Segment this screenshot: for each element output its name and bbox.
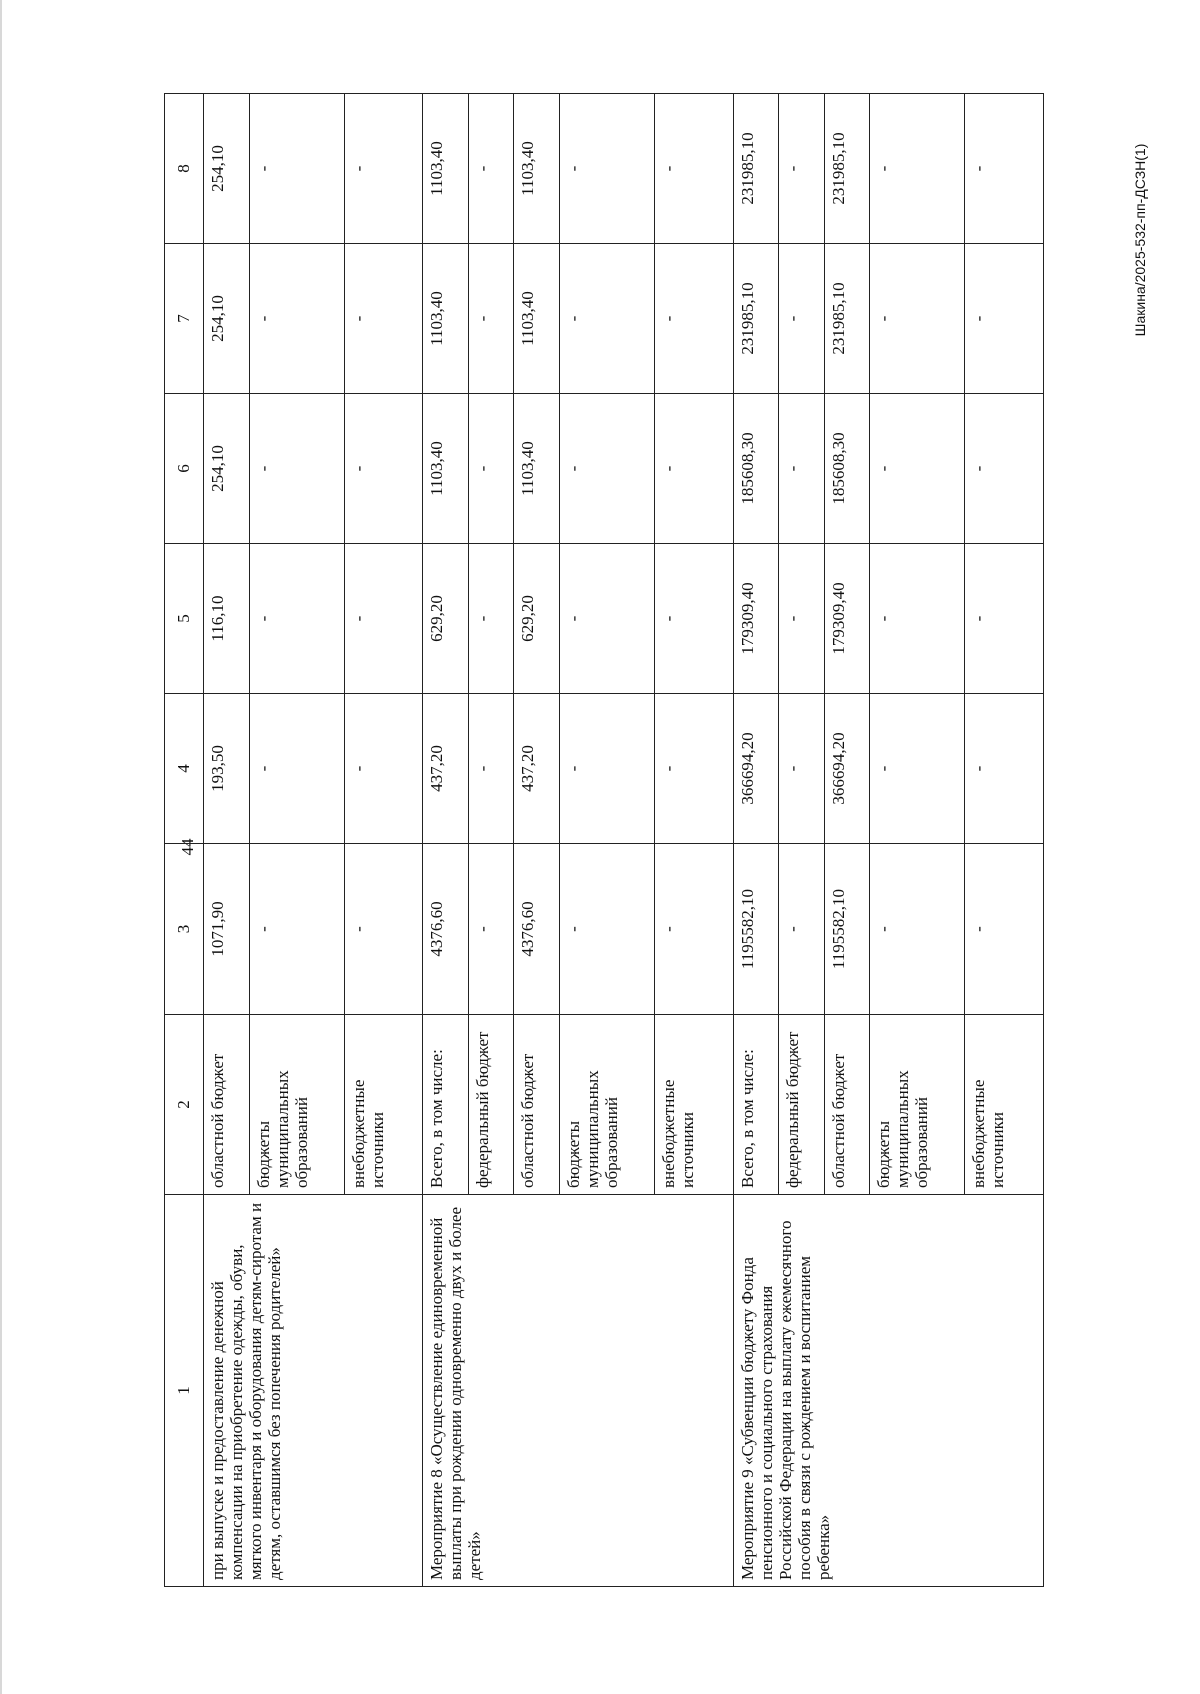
value-cell: - — [249, 244, 344, 394]
value-cell: - — [965, 694, 1044, 844]
header-cell: 2 — [165, 1015, 204, 1195]
value-cell: - — [655, 94, 734, 244]
value-cell: 437,20 — [514, 694, 560, 844]
header-row — [165, 94, 204, 1587]
value-cell: - — [655, 394, 734, 544]
value-cell: - — [870, 394, 965, 544]
header-cell: 8 — [165, 94, 204, 244]
value-cell: 629,20 — [423, 544, 469, 694]
table-row — [733, 94, 779, 1587]
value-cell: - — [965, 244, 1044, 394]
page-margin-line — [0, 0, 2, 1694]
value-cell: 629,20 — [514, 544, 560, 694]
value-cell: - — [870, 94, 965, 244]
header-cell: 3 — [165, 844, 204, 1015]
value-cell: - — [779, 544, 825, 694]
value-cell: - — [468, 394, 514, 544]
value-cell: 231985,10 — [824, 94, 870, 244]
value-cell: 185608,30 — [824, 394, 870, 544]
value-cell: 437,20 — [423, 694, 469, 844]
header-cell: 5 — [165, 544, 204, 694]
value-cell: - — [655, 244, 734, 394]
value-cell: - — [870, 694, 965, 844]
header-cell: 6 — [165, 394, 204, 544]
value-cell: - — [468, 244, 514, 394]
value-cell: - — [965, 844, 1044, 1015]
funding-source: бюджеты муниципальных образований — [249, 1015, 344, 1195]
value-cell: 366694,20 — [824, 694, 870, 844]
value-cell: - — [249, 94, 344, 244]
measure-description: при выпуске и предоставление денежной компенсации на приобретение одежды, обуви, мягкого инвентаря и оборудования детям-сиротам и детям, оставшимся без попечения родителей» — [204, 1195, 423, 1587]
funding-source: внебюджетные источники — [655, 1015, 734, 1195]
value-cell: 1195582,10 — [824, 844, 870, 1015]
value-cell: 193,50 — [204, 694, 250, 844]
value-cell: 1103,40 — [514, 244, 560, 394]
value-cell: - — [655, 844, 734, 1015]
funding-source: Всего, в том числе: — [733, 1015, 779, 1195]
value-cell: 179309,40 — [824, 544, 870, 694]
value-cell: - — [779, 94, 825, 244]
value-cell: - — [559, 844, 654, 1015]
value-cell: - — [870, 244, 965, 394]
table-container — [164, 94, 1044, 1587]
value-cell: - — [344, 544, 423, 694]
value-cell: 254,10 — [204, 94, 250, 244]
value-cell: - — [468, 844, 514, 1015]
value-cell: - — [559, 394, 654, 544]
funding-source: федеральный бюджет — [468, 1015, 514, 1195]
value-cell: - — [870, 544, 965, 694]
value-cell: 4376,60 — [423, 844, 469, 1015]
value-cell: 1103,40 — [423, 394, 469, 544]
value-cell: - — [249, 844, 344, 1015]
value-cell: 231985,10 — [733, 94, 779, 244]
value-cell: - — [468, 694, 514, 844]
value-cell: - — [655, 544, 734, 694]
value-cell: - — [779, 844, 825, 1015]
value-cell: 1103,40 — [423, 244, 469, 394]
value-cell: - — [965, 94, 1044, 244]
value-cell: 1103,40 — [514, 94, 560, 244]
value-cell: 1103,40 — [423, 94, 469, 244]
header-cell: 1 — [165, 1195, 204, 1587]
value-cell: - — [344, 244, 423, 394]
funding-source: внебюджетные источники — [965, 1015, 1044, 1195]
value-cell: 179309,40 — [733, 544, 779, 694]
funding-source: областной бюджет — [824, 1015, 870, 1195]
value-cell: - — [965, 544, 1044, 694]
value-cell: - — [559, 544, 654, 694]
value-cell: 366694,20 — [733, 694, 779, 844]
value-cell: - — [779, 694, 825, 844]
header-cell: 4 — [165, 694, 204, 844]
funding-table — [164, 93, 1044, 1587]
value-cell: 231985,10 — [824, 244, 870, 394]
funding-source: областной бюджет — [514, 1015, 560, 1195]
funding-source: бюджеты муниципальных образований — [870, 1015, 965, 1195]
funding-source: федеральный бюджет — [779, 1015, 825, 1195]
value-cell: - — [559, 244, 654, 394]
funding-source: внебюджетные источники — [344, 1015, 423, 1195]
value-cell: - — [559, 694, 654, 844]
value-cell: - — [468, 544, 514, 694]
value-cell: - — [779, 244, 825, 394]
value-cell: - — [779, 394, 825, 544]
value-cell: - — [965, 394, 1044, 544]
value-cell: 1195582,10 — [733, 844, 779, 1015]
measure-description: Мероприятие 8 «Осуществление единовременной выплаты при рождении одновременно двух и более детей» — [423, 1195, 733, 1587]
value-cell: - — [559, 94, 654, 244]
value-cell: - — [249, 394, 344, 544]
value-cell: 254,10 — [204, 394, 250, 544]
value-cell: 4376,60 — [514, 844, 560, 1015]
value-cell: - — [468, 94, 514, 244]
value-cell: - — [249, 694, 344, 844]
funding-source: Всего, в том числе: — [423, 1015, 469, 1195]
page-number: 44 — [178, 838, 197, 856]
value-cell: 116,10 — [204, 544, 250, 694]
header-cell: 7 — [165, 244, 204, 394]
value-cell: - — [344, 94, 423, 244]
document-code: Шакина/2025-532-пп-ДСЗН(1) — [1132, 143, 1148, 337]
table-row — [423, 94, 469, 1587]
table-row — [204, 94, 250, 1587]
value-cell: 1103,40 — [514, 394, 560, 544]
value-cell: 185608,30 — [733, 394, 779, 544]
funding-source: областной бюджет — [204, 1015, 250, 1195]
measure-description: Мероприятие 9 «Субвенции бюджету Фонда пенсионного и социального страхования Российской Федерации на выплату ежемесячного пособия в связи с рождением и воспитанием ребенка» — [733, 1195, 1043, 1587]
value-cell: 231985,10 — [733, 244, 779, 394]
value-cell: - — [344, 844, 423, 1015]
value-cell: 1071,90 — [204, 844, 250, 1015]
value-cell: - — [344, 394, 423, 544]
value-cell: 254,10 — [204, 244, 250, 394]
value-cell: - — [344, 694, 423, 844]
value-cell: - — [655, 694, 734, 844]
funding-source: бюджеты муниципальных образований — [559, 1015, 654, 1195]
value-cell: - — [249, 544, 344, 694]
value-cell: - — [870, 844, 965, 1015]
